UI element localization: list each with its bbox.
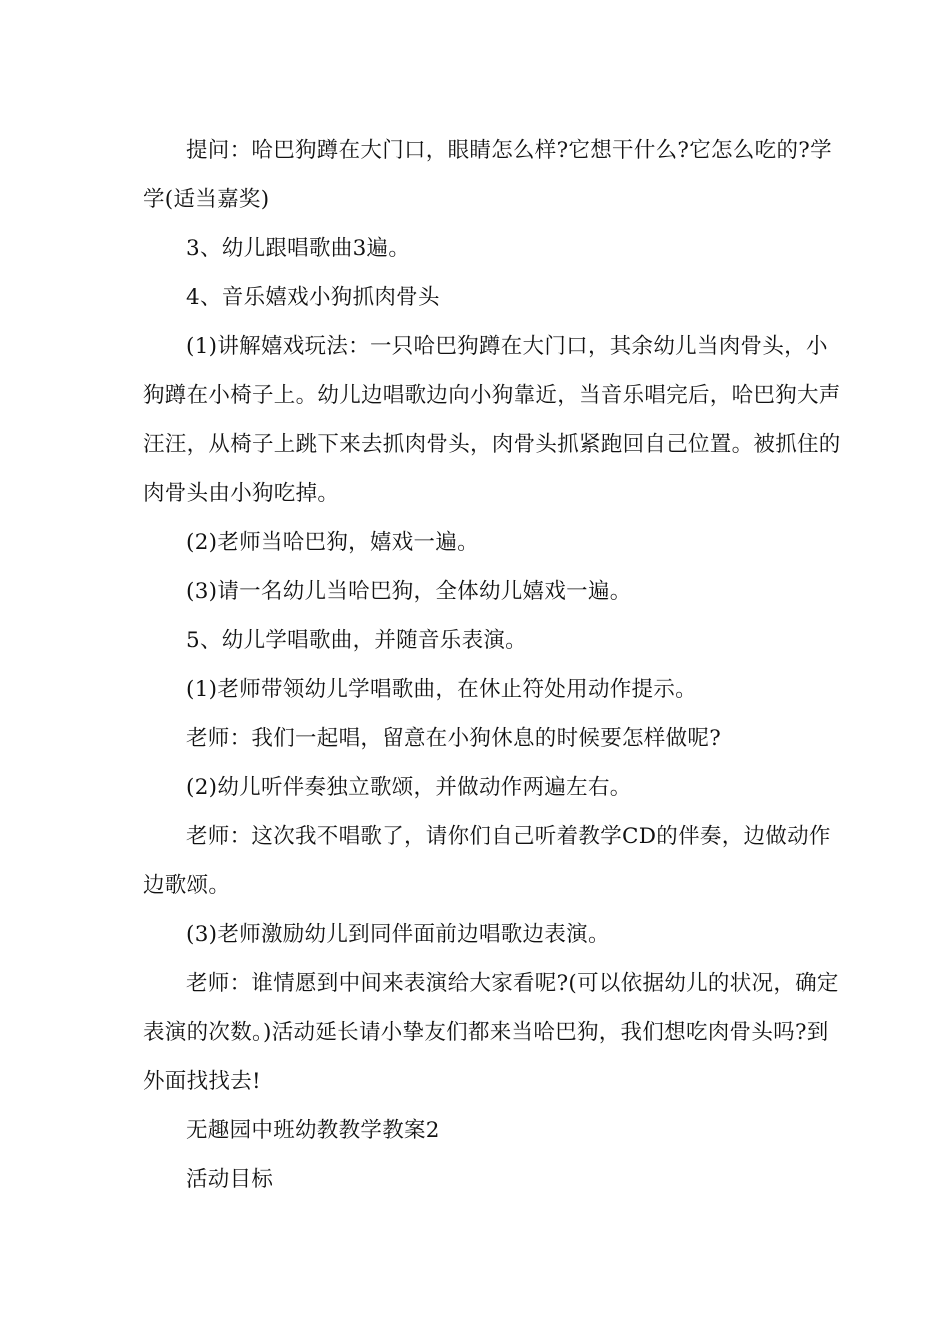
paragraph-teacher-line-1: 老师：我们一起唱，留意在小狗休息的时候要怎样做呢?: [186, 726, 722, 751]
paragraph-step-5: 5、幼儿学唱歌曲，并随音乐表演。: [186, 628, 527, 653]
paragraph-step-3: 3、幼儿跟唱歌曲3遍。: [186, 236, 411, 261]
paragraph-step-4: 4、音乐嬉戏小狗抓肉骨头: [186, 285, 440, 310]
paragraph-children-sing: (2)幼儿听伴奏独立歌颂，并做动作两遍左右。: [186, 775, 632, 800]
paragraph-teacher-leads: (1)老师带领幼儿学唱歌曲，在休止符处用动作提示。: [186, 677, 697, 702]
paragraph-teacher-line-2: 老师：这次我不唱歌了，请你们自己听着教学CD的伴奏，边做动作边歌颂。: [143, 824, 831, 898]
paragraph-encourage: (3)老师激励幼儿到同伴面前边唱歌边表演。: [186, 922, 610, 947]
paragraph-game-rules: (1)讲解嬉戏玩法：一只哈巴狗蹲在大门口，其余幼儿当肉骨头，小狗蹲在小椅子上。幼儿边唱歌边向小狗靠近，当音乐唱完后，哈巴狗大声汪汪，从椅子上跳下来去抓肉骨头，肉骨头抓紧跑回自己位置。被抓住的肉骨头由小狗吃掉。: [143, 334, 841, 506]
paragraph-teacher-line-3: 老师：谁情愿到中间来表演给大家看呢?(可以依据幼儿的状况，确定表演的次数。)活动延长请小挚友们都来当哈巴狗，我们想吃肉骨头吗?到外面找找去!: [143, 971, 839, 1094]
paragraph-question: 提问：哈巴狗蹲在大门口，眼睛怎么样?它想干什么?它怎么吃的?学学(适当嘉奖): [143, 138, 832, 212]
paragraph-teacher-demo: (2)老师当哈巴狗，嬉戏一遍。: [186, 530, 479, 555]
section-heading-goals: 活动目标: [186, 1167, 274, 1192]
section-heading-lesson-2: 无趣园中班幼教教学教案2: [186, 1118, 440, 1143]
paragraph-child-play: (3)请一名幼儿当哈巴狗，全体幼儿嬉戏一遍。: [186, 579, 632, 604]
document-body: [143, 126, 843, 1204]
